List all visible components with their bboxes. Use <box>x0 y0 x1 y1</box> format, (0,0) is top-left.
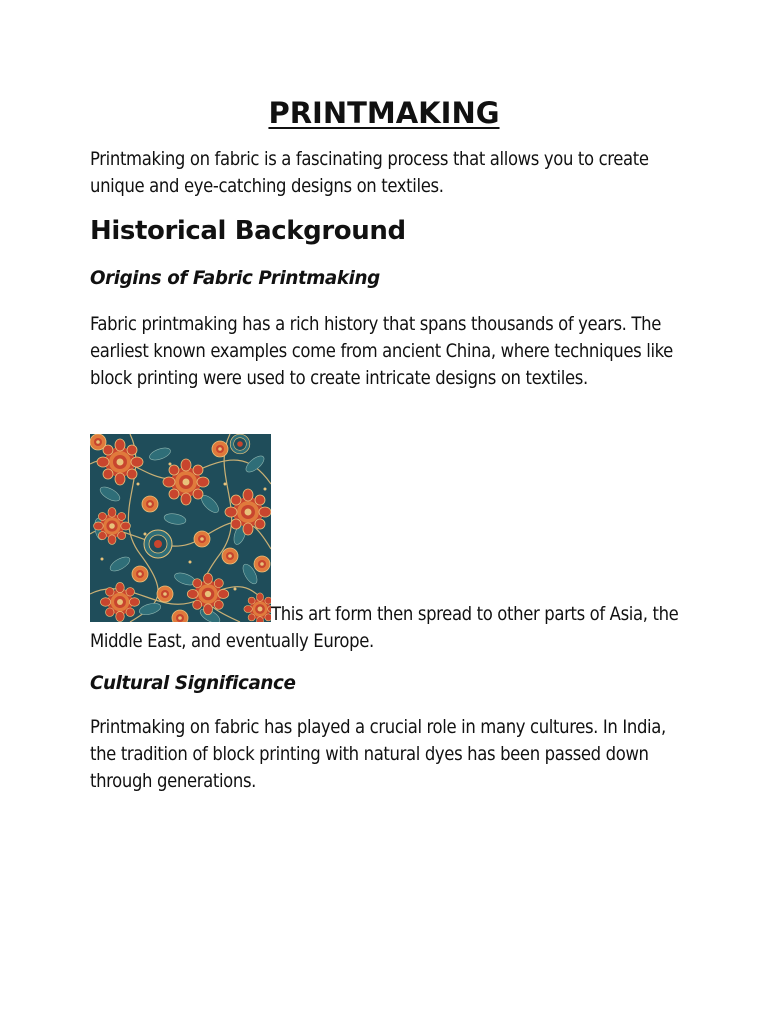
floral-fabric-pattern-image <box>90 434 271 622</box>
intro-paragraph: Printmaking on fabric is a fascinating process that allows you to create unique and eye-catching designs on textiles. <box>90 149 649 197</box>
subsection-heading-origins: Origins of Fabric Printmaking <box>90 268 380 289</box>
document-title: PRINTMAKING <box>268 96 500 130</box>
section-heading-historical-background: Historical Background <box>90 216 406 246</box>
subsection-heading-cultural-significance: Cultural Significance <box>90 673 296 694</box>
cultural-paragraph: Printmaking on fabric has played a crucial role in many cultures. In India, the tradition of block printing with natural dyes has been passed down through generations. <box>90 717 666 792</box>
origins-paragraph: Fabric printmaking has a rich history that spans thousands of years. The earliest known examples come from ancient China, where techniques like block printing were used to create intricate designs on textiles. <box>90 314 673 389</box>
spread-paragraph: This art form then spread to other parts of Asia, the Middle East, and eventually Europe. <box>90 604 679 652</box>
